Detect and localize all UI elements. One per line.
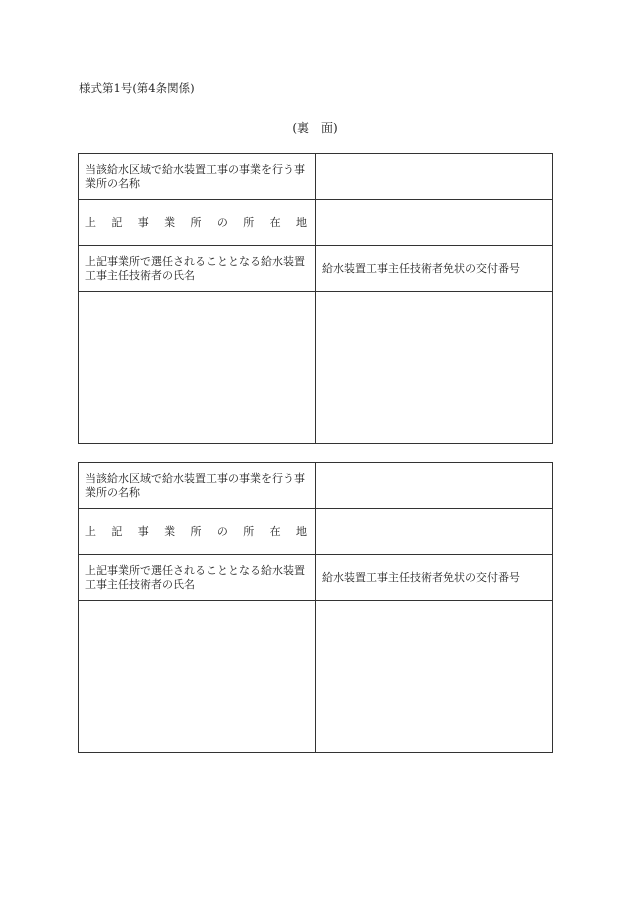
license-number-label: 給水装置工事主任技術者免状の交付番号 bbox=[316, 246, 553, 292]
office-address-field[interactable] bbox=[316, 200, 553, 246]
office-address-label bbox=[79, 509, 316, 555]
address-label-char: 記 bbox=[111, 524, 123, 538]
address-label-char: 所 bbox=[190, 524, 202, 538]
chief-engineer-name-field[interactable] bbox=[79, 601, 316, 753]
chief-engineer-name-label: 上記事業所で選任されることとなる給水装置工事主任技術者の氏名 bbox=[79, 555, 316, 601]
address-label-char: 業 bbox=[164, 215, 176, 229]
address-label-char: 所 bbox=[190, 215, 202, 229]
license-number-label: 給水装置工事主任技術者免状の交付番号 bbox=[316, 555, 553, 601]
address-label-char: 所 bbox=[243, 524, 255, 538]
application-table-2 bbox=[78, 462, 553, 753]
form-number: 様式第1号(第4条関係) bbox=[79, 81, 195, 95]
address-label-char: 所 bbox=[243, 215, 255, 229]
address-label-char: 在 bbox=[269, 524, 281, 538]
address-label-char: 在 bbox=[269, 215, 281, 229]
office-address-field[interactable] bbox=[316, 509, 553, 555]
address-label-char: 上 bbox=[85, 524, 96, 538]
address-label-char: 地 bbox=[296, 524, 307, 538]
office-name-field[interactable] bbox=[316, 463, 553, 509]
application-table-1 bbox=[78, 153, 553, 444]
address-label-char: 事 bbox=[137, 524, 149, 538]
office-name-label: 当該給水区域で給水装置工事の事業を行う事業所の名称 bbox=[79, 463, 316, 509]
address-label-char: 地 bbox=[296, 215, 307, 229]
license-number-field[interactable] bbox=[316, 292, 553, 444]
address-label-char: 業 bbox=[164, 524, 176, 538]
address-label-char: 上 bbox=[85, 215, 96, 229]
office-address-label bbox=[79, 200, 316, 246]
office-name-label: 当該給水区域で給水装置工事の事業を行う事業所の名称 bbox=[79, 154, 316, 200]
chief-engineer-name-field[interactable] bbox=[79, 292, 316, 444]
chief-engineer-name-label: 上記事業所で選任されることとなる給水装置工事主任技術者の氏名 bbox=[79, 246, 316, 292]
address-label-char: の bbox=[216, 524, 228, 538]
address-label-char: 事 bbox=[137, 215, 149, 229]
page-side-title: (裏 面) bbox=[292, 121, 338, 135]
address-label-char: の bbox=[216, 215, 228, 229]
address-label-char: 記 bbox=[111, 215, 123, 229]
office-name-field[interactable] bbox=[316, 154, 553, 200]
license-number-field[interactable] bbox=[316, 601, 553, 753]
